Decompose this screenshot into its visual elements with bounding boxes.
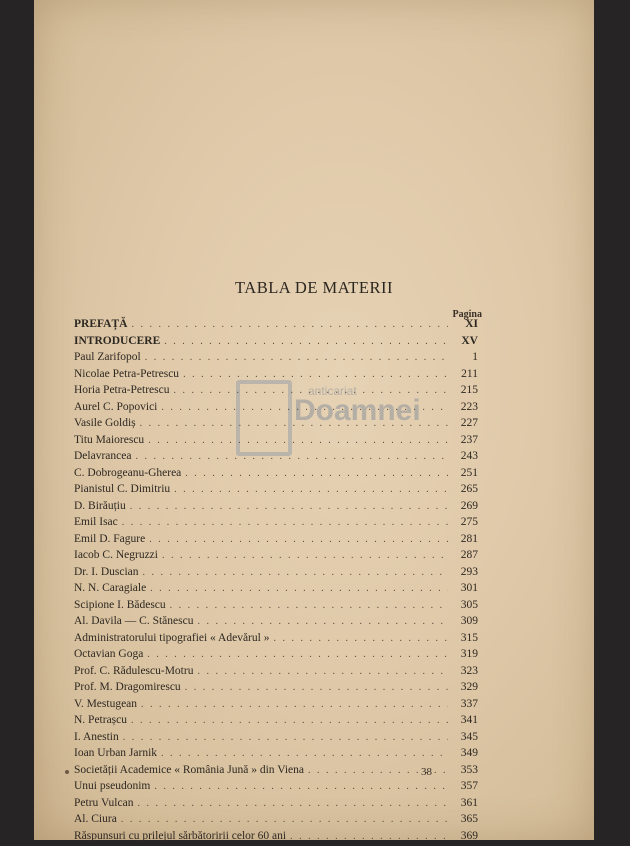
toc-entry-title: Unui pseudonim <box>74 780 150 792</box>
printer-signature-mark: 38 <box>421 766 432 778</box>
toc-entry <box>74 714 478 731</box>
toc-entry-page: 319 <box>452 648 478 660</box>
toc-entry-page: XI <box>452 318 478 330</box>
toc-entry-title: Emil Isac <box>74 516 118 528</box>
toc-leader-dots <box>183 369 448 380</box>
toc-entry <box>74 648 478 665</box>
toc-entry-title: INTRODUCERE <box>74 335 160 347</box>
toc-leader-dots <box>161 402 448 413</box>
toc-leader-dots <box>141 699 448 710</box>
toc-entry-page: 275 <box>452 516 478 528</box>
toc-leader-dots <box>147 649 448 660</box>
toc-entry <box>74 632 478 649</box>
toc-entry <box>74 384 478 401</box>
toc-entry <box>74 368 478 385</box>
toc-entry-page: 1 <box>452 351 478 363</box>
toc-entry-title: PREFAȚĂ <box>74 318 127 330</box>
toc-leader-dots <box>161 748 448 759</box>
toc-entry-page: 287 <box>452 549 478 561</box>
toc-entry-title: Aurel C. Popovici <box>74 401 157 413</box>
toc-entry-page: 353 <box>452 764 478 776</box>
toc-entry <box>74 665 478 682</box>
toc-leader-dots <box>121 814 448 825</box>
toc-entry-title: N. Petrașcu <box>74 714 127 726</box>
toc-entry-title: C. Dobrogeanu-Gherea <box>74 467 181 479</box>
toc-entry-page: 251 <box>452 467 478 479</box>
toc-entry-page: 361 <box>452 797 478 809</box>
toc-leader-dots <box>162 550 448 561</box>
toc-entry-title: Răspunsuri cu prilejul sărbătoririi celor 60 ani <box>74 830 286 842</box>
toc-entry-page: 341 <box>452 714 478 726</box>
toc-entry <box>74 747 478 764</box>
toc-entry <box>74 813 478 830</box>
toc-entry <box>74 351 478 368</box>
toc-entry-page: 223 <box>452 401 478 413</box>
toc-entry-page: 293 <box>452 566 478 578</box>
page-column-header: Pagina <box>453 309 482 320</box>
toc-entry-title: Al. Ciura <box>74 813 117 825</box>
toc-entry-title: Dr. I. Duscian <box>74 566 139 578</box>
toc-entry-page: 301 <box>452 582 478 594</box>
toc-entry-page: 369 <box>452 830 478 842</box>
toc-entry <box>74 318 478 335</box>
toc-entry-page: 357 <box>452 780 478 792</box>
toc-entry-page: 315 <box>452 632 478 644</box>
toc-leader-dots <box>130 501 448 512</box>
toc-leader-dots <box>185 682 448 693</box>
toc-entry-page: 365 <box>452 813 478 825</box>
toc-entry-title: N. N. Caragiale <box>74 582 146 594</box>
toc-entry-page: 269 <box>452 500 478 512</box>
toc-entry <box>74 830 478 846</box>
toc-entry-page: XV <box>452 335 478 347</box>
toc-leader-dots <box>145 352 448 363</box>
toc-entry <box>74 797 478 814</box>
toc-entry-title: Societății Academice « România Jună » din Viena <box>74 764 304 776</box>
toc-entry <box>74 582 478 599</box>
toc-entry-page: 281 <box>452 533 478 545</box>
toc-leader-dots <box>148 435 448 446</box>
toc-leader-dots <box>164 336 448 347</box>
toc-entry <box>74 335 478 352</box>
toc-entry-title: Octavian Goga <box>74 648 143 660</box>
toc-leader-dots <box>170 600 448 611</box>
toc-entry-page: 323 <box>452 665 478 677</box>
toc-entry-title: Pianistul C. Dimitriu <box>74 483 170 495</box>
watermark-big-text: Doamnei <box>294 394 421 428</box>
toc-entry <box>74 681 478 698</box>
toc-entry-page: 309 <box>452 615 478 627</box>
toc-entry <box>74 549 478 566</box>
watermark-small-text: anticariat <box>308 384 357 398</box>
toc-entry-title: Al. Davila — C. Stănescu <box>74 615 193 627</box>
toc-entry <box>74 780 478 797</box>
toc-entry-title: Administratorului tipografiei « Adevărul » <box>74 632 269 644</box>
toc-entry-title: Iacob C. Negruzzi <box>74 549 158 561</box>
toc-leader-dots <box>131 715 448 726</box>
toc-entry-title: Paul Zarifopol <box>74 351 141 363</box>
toc-entry-page: 349 <box>452 747 478 759</box>
toc-entry-title: I. Anestin <box>74 731 119 743</box>
toc-entry-title: Petru Vulcan <box>74 797 133 809</box>
toc-entry-page: 215 <box>452 384 478 396</box>
toc-entry-page: 237 <box>452 434 478 446</box>
toc-entry-page: 265 <box>452 483 478 495</box>
toc-leader-dots <box>197 666 448 677</box>
page-title: TABLA DE MATERII <box>34 278 594 298</box>
toc-entry <box>74 417 478 434</box>
toc-entry-title: Delavrancea <box>74 450 131 462</box>
toc-entry <box>74 615 478 632</box>
toc-leader-dots <box>135 451 448 462</box>
toc-entry-page: 305 <box>452 599 478 611</box>
toc-leader-dots <box>174 484 448 495</box>
toc-entry-title: Prof. M. Dragomirescu <box>74 681 181 693</box>
toc-leader-dots <box>123 732 448 743</box>
toc-entry-page: 211 <box>452 368 478 380</box>
toc-leader-dots <box>143 567 448 578</box>
toc-entry <box>74 731 478 748</box>
table-of-contents <box>74 318 478 846</box>
toc-entry-title: V. Mestugean <box>74 698 137 710</box>
toc-entry-title: Prof. C. Rădulescu-Motru <box>74 665 193 677</box>
toc-entry <box>74 566 478 583</box>
toc-leader-dots <box>131 319 448 330</box>
toc-entry-title: Vasile Goldiș <box>74 417 136 429</box>
toc-leader-dots <box>149 534 448 545</box>
toc-entry <box>74 698 478 715</box>
toc-entry-page: 243 <box>452 450 478 462</box>
toc-entry-page: 227 <box>452 417 478 429</box>
toc-entry <box>74 450 478 467</box>
toc-entry <box>74 516 478 533</box>
toc-entry-page: 345 <box>452 731 478 743</box>
toc-entry-title: D. Birăuțiu <box>74 500 126 512</box>
toc-entry <box>74 533 478 550</box>
toc-entry-page: 329 <box>452 681 478 693</box>
toc-entry <box>74 467 478 484</box>
toc-leader-dots <box>137 798 448 809</box>
toc-entry-title: Titu Maiorescu <box>74 434 144 446</box>
toc-leader-dots <box>273 633 448 644</box>
toc-entry <box>74 500 478 517</box>
toc-leader-dots <box>122 517 448 528</box>
toc-entry-title: Horia Petra-Petrescu <box>74 384 169 396</box>
toc-leader-dots <box>197 616 448 627</box>
toc-entry-title: Emil D. Fagure <box>74 533 145 545</box>
toc-entry-title: Nicolae Petra-Petrescu <box>74 368 179 380</box>
toc-entry <box>74 599 478 616</box>
toc-leader-dots <box>140 418 448 429</box>
toc-leader-dots <box>173 385 448 396</box>
toc-entry-page: 337 <box>452 698 478 710</box>
toc-entry <box>74 434 478 451</box>
book-page <box>34 0 594 840</box>
toc-leader-dots <box>154 781 448 792</box>
toc-entry <box>74 401 478 418</box>
toc-entry <box>74 483 478 500</box>
toc-entry-title: Scipione I. Bădescu <box>74 599 166 611</box>
toc-entry <box>74 764 478 781</box>
ink-dot <box>65 770 69 774</box>
toc-leader-dots <box>150 583 448 594</box>
toc-entry-title: Ioan Urban Jarnik <box>74 747 157 759</box>
toc-leader-dots <box>185 468 448 479</box>
